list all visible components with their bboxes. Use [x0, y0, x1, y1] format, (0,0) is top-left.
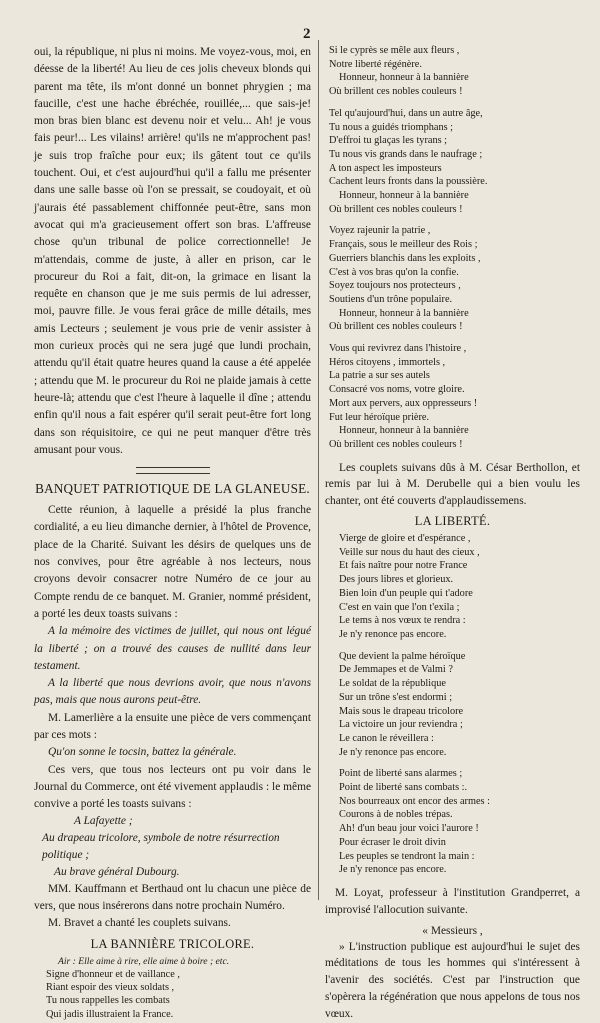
verse-line: Honneur, honneur à la bannière: [339, 307, 469, 319]
banniere-stanza-4: [325, 342, 580, 452]
verse-line: Où brillent ces nobles couleurs !: [329, 321, 463, 333]
verse-line: Nos bourreaux ont encor des armes :: [339, 795, 490, 807]
column-divider: [318, 40, 319, 900]
verse-line: Où brillent ces nobles couleurs !: [329, 86, 463, 98]
verse-line: Qui jadis illustraient la France.: [46, 1008, 174, 1020]
section-separator: [136, 467, 210, 474]
liberte-stanza-2: [325, 650, 580, 760]
verse-quote: Qu'on sonne le tocsin, battez la générale.: [48, 746, 237, 759]
verse-line: Si le cyprès se mêle aux fleurs ,: [329, 45, 460, 56]
verse-line: Français, sous le meilleur des Rois ;: [329, 239, 478, 251]
verse-line: Mais sous le drapeau tricolore: [339, 705, 464, 717]
verse-line: Courons à de nobles trépas.: [339, 809, 453, 821]
song-air: Air : Elle aime à rire, elle aime à boire ; etc.: [58, 955, 230, 967]
verse-line: Que devient la palme héroïque: [339, 650, 466, 662]
verse-line: Et fais naître pour notre France: [339, 560, 468, 572]
bravet-paragraph: M. Bravet a chanté les couplets suivans.: [48, 917, 231, 930]
verse-line: Point de liberté sans alarmes ;: [339, 768, 463, 780]
verse-line: Ah! d'un beau jour voici l'aurore !: [339, 823, 479, 835]
verse-line: Fut leur héroïque prière.: [329, 411, 430, 423]
verse-line: Où brillent ces nobles couleurs !: [329, 438, 463, 450]
verse-line: Signe d'honneur et de vaillance ,: [46, 968, 180, 980]
right-column: [325, 44, 580, 1023]
verse-line: Tu nous vis grands dans le naufrage ;: [329, 148, 483, 160]
verse-line: Tu nous rappelles les combats: [46, 995, 170, 1007]
verse-line: Riant espoir des vieux soldats ,: [46, 981, 175, 993]
verse-line: Guerriers blanchis dans les exploits ,: [329, 252, 481, 264]
verse-line: Bien loin d'un peuple qui t'adore: [339, 587, 473, 599]
lamerliere-paragraph: M. Lamerlière a la ensuite une pièce de vers commençant par ces mots :: [34, 711, 311, 741]
verse-line: C'est à vos bras qu'on la confie.: [329, 266, 459, 278]
loyat-paragraph: M. Loyat, professeur à l'institution Grandperret, a improvisé l'allocution suivante.: [325, 886, 580, 916]
banquet-intro: Cette réunion, à laquelle a présidé la plus franche cordialité, a eu lieu dimanche dernier, à l'hôtel de Provence, place de la Charité. Suivant les désirs de quelques uns de nos convives, pour être agréable à nos lecteurs, nous croyons devoir consacrer notre Numéro de ce jour au Compte rendu de ce banquet. M. Granier, nommé président, a porté les deux toasts suivans :: [34, 504, 311, 620]
left-column: [34, 44, 311, 1021]
speech-salutation: « Messieurs ,: [422, 924, 483, 937]
liberte-stanza-1: [325, 532, 580, 642]
toast-dubourg: Au brave général Dubourg.: [54, 865, 180, 878]
toast-flag: Au drapeau tricolore, symbole de notre résurrection politique ;: [42, 832, 280, 862]
verse-line: Sur un trône s'est endormi ;: [339, 691, 453, 703]
verse-line: De Jemmapes et de Valmi ?: [339, 664, 453, 676]
liberte-stanza-3: [325, 767, 580, 877]
page-number: 2: [303, 26, 311, 42]
verse-line: Le canon le réveillera :: [339, 732, 434, 744]
verse-line: Je n'y renonce pas encore.: [339, 629, 447, 640]
song-verse-left: [34, 968, 311, 1022]
verse-line: La patrie a sur ses autels: [329, 370, 430, 382]
berthollon-paragraph: Les couplets suivans dûs à M. César Berthollon, et remis par lui à M. Derubelle qui a bien voulu les chanter, ont été couverts d'applaudissemens.: [325, 461, 580, 508]
verse-line: Pour écraser le droit divin: [339, 836, 446, 848]
toast-liberty: A la liberté que nous devrions avoir, que nous n'avons pas, mais que nous aurons peut-être.: [34, 677, 311, 707]
verse-line: Vierge de gloire et d'espérance ,: [339, 533, 471, 545]
banniere-stanza-2: [325, 107, 580, 217]
verse-line: Soutiens d'un trône populaire.: [329, 293, 453, 305]
verse-line: D'effroi tu glaças les tyrans ;: [329, 135, 448, 147]
verse-line: A ton aspect les imposteurs: [329, 162, 442, 174]
verse-line: Honneur, honneur à la bannière: [339, 425, 469, 437]
verse-line: Cachent leurs fronts dans la poussière.: [329, 176, 488, 188]
verse-line: Héros citoyens , immortels ,: [329, 356, 446, 368]
verse-line: Où brillent ces nobles couleurs !: [329, 203, 463, 215]
verse-line: Je n'y renonce pas encore.: [339, 746, 447, 758]
speech-paragraph: » L'instruction publique est aujourd'hui le sujet des méditations de tous les hommes qui s'intéressent à l'avenir des sociétés. C'est par l'instruction que s'opèrera la régénération que nous appelons de tous nos vœux.: [325, 940, 580, 1020]
poets-paragraph: MM. Kauffmann et Berthaud ont lu chacun une pièce de vers, que nous insérerons dans notre prochain Numéro.: [34, 882, 311, 912]
verse-line: C'est en vain que l'on t'exila ;: [339, 601, 460, 613]
toast-lafayette: A Lafayette ;: [74, 815, 133, 828]
verse-line: Point de liberté sans combats :.: [339, 782, 468, 794]
verse-line: Honneur, honneur à la bannière: [339, 190, 469, 202]
verse-line: Consacré vos noms, votre gloire.: [329, 384, 465, 396]
verse-line: Des jours libres et glorieux.: [339, 574, 454, 586]
verse-line: Tel qu'aujourd'hui, dans un autre âge,: [329, 107, 483, 119]
section-heading: BANQUET PATRIOTIQUE DE LA GLANEUSE.: [35, 481, 310, 497]
verse-line: La victoire un jour reviendra ;: [339, 719, 463, 731]
song-title-banniere: LA BANNIÈRE TRICOLORE.: [90, 936, 255, 951]
verse-line: Le tems à nos vœux te rendra :: [339, 615, 466, 627]
banniere-stanza-3: [325, 224, 580, 334]
verse-line: Le soldat de la république: [339, 678, 446, 690]
applause-paragraph: Ces vers, que tous nos lecteurs ont pu voir dans le Journal du Commerce, ont été vivement applaudis : le même convive a porté les toasts suivans :: [34, 763, 311, 811]
song-title-liberte: LA LIBERTÉ.: [414, 514, 491, 529]
verse-line: Honneur, honneur à la bannière: [339, 72, 469, 84]
verse-line: Tu nous a guidés triomphans ;: [329, 121, 454, 133]
banniere-stanza-1: [325, 44, 580, 99]
article-continuation: oui, la république, ni plus ni moins. Me voyez-vous, moi, en déesse de la liberté! Au lieu de ces jolis cheveux blonds qui parent ma tête, ils m'ont donné un bonnet phrygien ; ma faucille, c'est une hache ébréchée, rouillée,... que sais-je! mon bras bien blanc est devenu noir et velu... Ah! je vous fais peur!... Les vilains! arrière! qu'ils ne m'approchent pas! je suis trop fraîche pour eux; ils gâtent tout ce qu'ils touchent. Oui, et c'est aujourd'hui qu'il a fallu me présenter dans une salle basse où l'on se pressait, se coudoyait, et où j'aurais été passablement chiffonnée peut-être, sans mon avocat qui m'a gracieusement offert son bras. L'affreuse chose qu'un tribunal de police correctionnelle! Je m'attendais, comme de juste, à aller en prison, car le procureur du Roi a fait, dit-on, la grimace en lisant la requête en chanson que je me suis permis de lui adresser, moi, pauvre fille. Je vous ferai grâce de mille détails, mes amis Lecteurs ; seulement je vous prie de venir assister à mon curieux procès qui ne sera jugé que lundi prochain, attendu qu'il était quatre heures quand la cause a été appelée ; attendu que M. le procureur du Roi ne plaide jamais à cette heure-là; attendu que c'est l'heure à laquelle il dîne ; attendu enfin qu'il nous a fait espérer qu'il serait peut-être fort long dans son réquisitoire, ce qui ne peut manquer d'être très amusant pour vous.: [34, 46, 311, 456]
verse-line: Voyez rajeunir la patrie ,: [329, 225, 431, 237]
toast-victims: A la mémoire des victimes de juillet, qui nous ont légué la liberté ; on a trouvé des causes de nullité dans leur testament.: [34, 625, 311, 672]
verse-line: Soyez toujours nos protecteurs ,: [329, 280, 461, 292]
verse-line: Vous qui revivrez dans l'histoire ,: [329, 343, 467, 355]
verse-line: Les peuples se tendront la main :: [339, 850, 475, 862]
verse-line: Mort aux pervers, aux oppresseurs !: [329, 397, 478, 409]
verse-line: Je n'y renonce pas encore.: [339, 864, 447, 876]
verse-line: Veille sur nous du haut des cieux ,: [339, 546, 480, 558]
verse-line: Notre liberté régénère.: [329, 58, 422, 70]
